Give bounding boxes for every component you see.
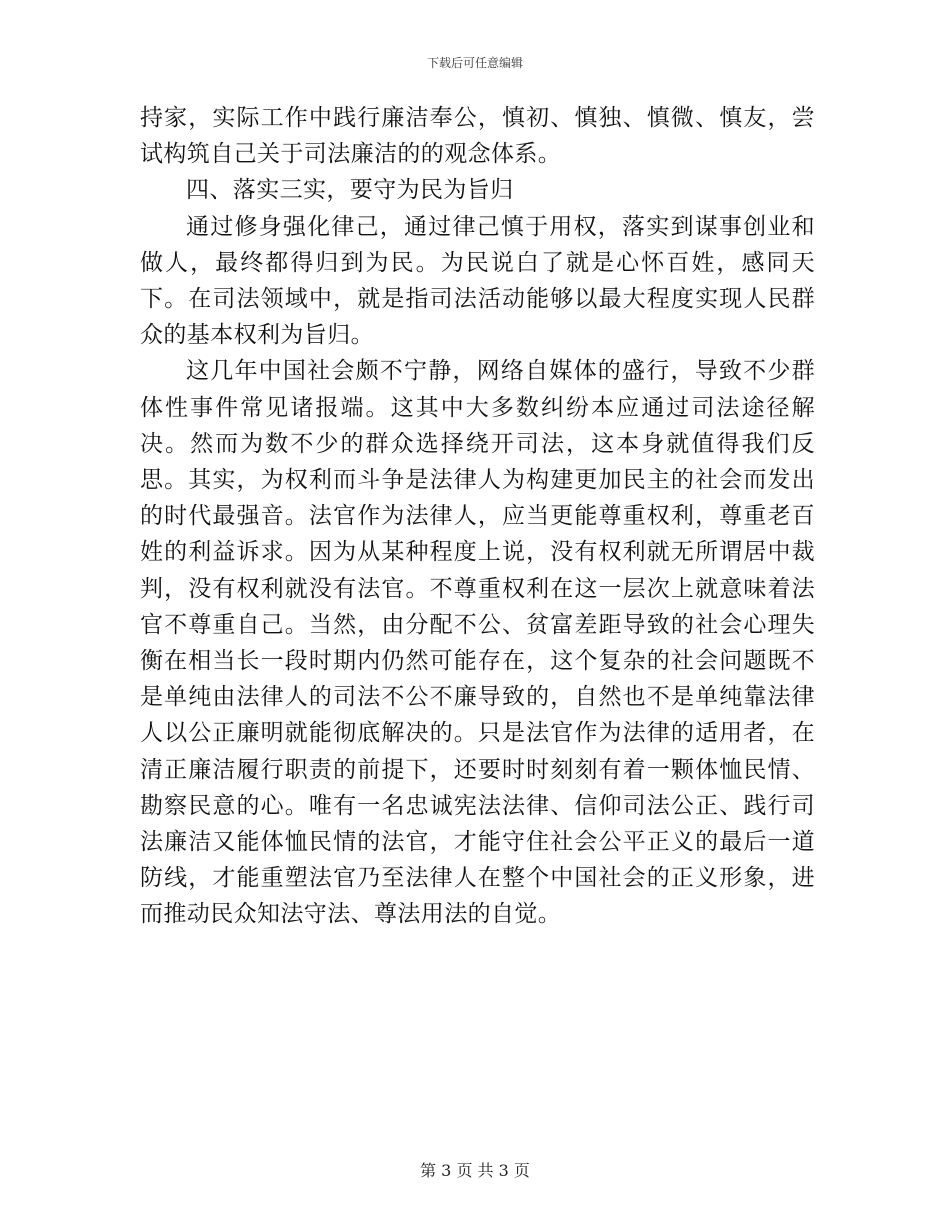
paragraph: 这几年中国社会颇不宁静，网络自媒体的盛行，导致不少群体性事件常见诸报端。这其中大多数纠纷本应通过司法途径解决。然而为数不少的群众选择绕开司法，这本身就值得我们反思。其实，为权利而斗争是法律人为构建更加民主的社会而发出的时代最强音。法官作为法律人，应当更能尊重权利，尊重老百姓的利益诉求。因为从某种程度上说，没有权利就无所谓居中裁判，没有权利就没有法官。不尊重权利在这一层次上就意味着法官不尊重自己。当然，由分配不公、贫富差距导致的社会心理失衡在相当长一段时期内仍然可能存在，这个复杂的社会问题既不是单纯由法律人的司法不公不廉导致的，自然也不是单纯靠法律人以公正廉明就能彻底解决的。只是法官作为法律的适用者，在清正廉洁履行职责的前提下，还要时时刻刻有着一颗体恤民情、勘察民意的心。唯有一名忠诚宪法法律、信仰司法公正、践行司法廉洁又能体恤民情的法官，才能守住社会公平正义的最后一道防线，才能重塑法官乃至法律人在整个中国社会的正义形象，进而推动民众知法守法、尊法用法的自觉。 xyxy=(140,358,815,928)
paragraph: 通过修身强化律己，通过律己慎于用权，落实到谋事创业和做人，最终都得归到为民。为民说白了就是心怀百姓，感同天下。在司法领域中，就是指司法活动能够以最大程度实现人民群众的基本权利为旨归。 xyxy=(140,213,815,349)
page-header: 下载后可任意编辑 xyxy=(426,56,523,70)
section-heading: 四、落实三实，要守为民为旨归 xyxy=(186,177,514,204)
document-body xyxy=(140,100,815,933)
page-footer: 第 3 页 共 3 页 xyxy=(420,1161,530,1180)
paragraph-continuation: 持家，实际工作中践行廉洁奉公，慎初、慎独、慎微、慎友，尝试构筑自己关于司法廉洁的的观念体系。 xyxy=(140,105,815,168)
